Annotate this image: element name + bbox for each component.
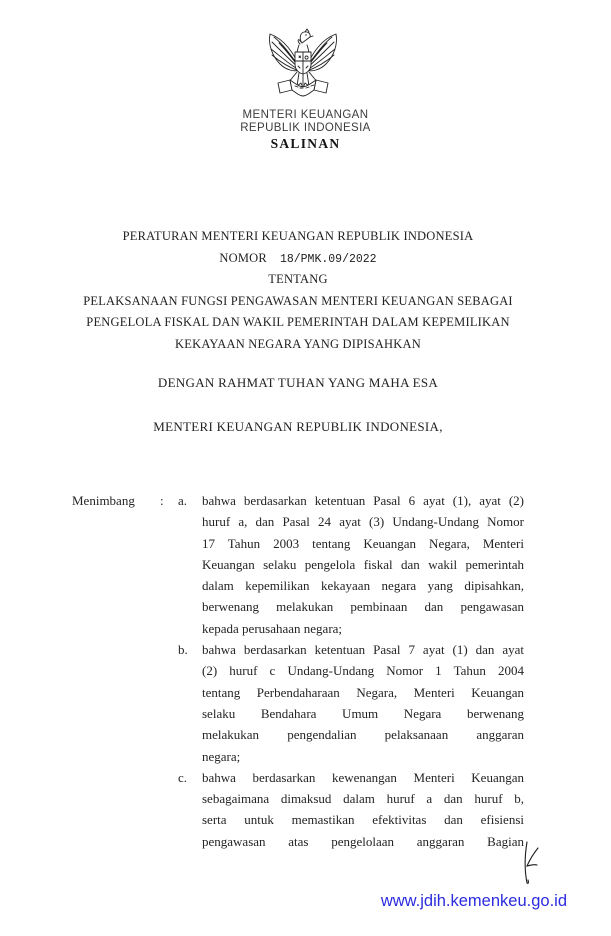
- text-line: huruf a, dan Pasal 24 ayat (3) Undang-Undang Nomor: [202, 514, 524, 530]
- menimbang-colon: :: [160, 493, 164, 508]
- text-line: bahwa berdasarkan ketentuan Pasal 6 ayat (1), ayat (2): [202, 493, 524, 508]
- invocation-line: DENGAN RAHMAT TUHAN YANG MAHA ESA: [157, 375, 439, 390]
- copy-stamp: SALINAN: [270, 136, 341, 151]
- subject-line-1: PELAKSANAAN FUNGSI PENGAWASAN MENTERI KEUANGAN SEBAGAI: [83, 293, 513, 308]
- item-text: [202, 639, 524, 767]
- menimbang-label: Menimbang: [72, 493, 135, 508]
- number-label: NOMOR: [219, 250, 267, 265]
- letterhead-country-name: REPUBLIK INDONESIA: [240, 122, 371, 134]
- subject-line-3: KEKAYAAN NEGARA YANG DIPISAHKAN: [175, 336, 421, 351]
- number-value: 18/PMK.09/2022: [279, 252, 377, 266]
- item-text: [202, 767, 524, 852]
- garuda-pancasila-icon: [266, 26, 340, 104]
- shield: [295, 45, 311, 74]
- issuer-line: MENTERI KEUANGAN REPUBLIK INDONESIA,: [153, 419, 443, 434]
- text-line: kepada perusahaan negara;: [202, 620, 343, 636]
- consideration-items: [178, 490, 524, 852]
- text-line: selaku Bendahara Umum Negara berwenang: [202, 705, 524, 721]
- letterhead-ministry-name: MENTERI KEUANGAN: [242, 109, 369, 121]
- text-line: Keuangan selaku pengelola fiskal dan wakil pemerintah: [202, 556, 524, 572]
- item-letter: a.: [178, 493, 188, 508]
- text-line: serta untuk memastikan efektivitas dan efisiensi: [202, 812, 524, 828]
- text-line: melakukan pengendalian pelaksanaan anggaran: [202, 727, 524, 743]
- text-line: berwenang melakukan pembinaan dan pengawasan: [202, 599, 524, 615]
- text-line: dalam kepemilikan kekayaan negara yang dipisahkan,: [202, 578, 524, 594]
- considerations-section: [72, 490, 524, 852]
- letterhead: [0, 109, 611, 135]
- subject-line-2: PENGELOLA FISKAL DAN WAKIL PEMERINTAH DALAM KEPEMILIKAN: [86, 315, 510, 329]
- tentang-label: TENTANG: [268, 272, 328, 286]
- consideration-item-c: [178, 767, 524, 852]
- text-line: bahwa berdasarkan kewenangan Menteri Keuangan: [202, 769, 524, 785]
- head: [298, 29, 313, 44]
- text-line: negara;: [202, 748, 241, 764]
- consideration-item-a: [178, 490, 524, 639]
- jdih-website-link[interactable]: www.jdih.kemenkeu.go.id: [380, 892, 567, 910]
- item-letter: b.: [178, 642, 188, 658]
- text-line: pengawasan atas pengelolaan anggaran Bagian: [202, 833, 524, 849]
- regulation-number-line: [0, 251, 596, 273]
- regulation-title-line: PERATURAN MENTERI KEUANGAN REPUBLIK INDONESIA: [122, 229, 474, 243]
- text-line: tentang Perbendaharaan Negara, Menteri Keuangan: [202, 684, 524, 700]
- text-line: 17 Tahun 2003 tentang Keuangan Negara, Menteri: [202, 535, 524, 551]
- text-line: bahwa berdasarkan ketentuan Pasal 7 ayat (1) dan ayat: [202, 642, 524, 658]
- handwritten-paraf-mark: [518, 840, 544, 886]
- text-line: sebagaimana dimaksud dalam huruf a dan huruf b,: [202, 791, 524, 807]
- text-line: (2) huruf c Undang-Undang Nomor 1 Tahun 2004: [202, 663, 524, 679]
- consideration-item-b: [178, 639, 524, 767]
- item-text: [202, 490, 524, 639]
- title-block: [0, 229, 596, 358]
- item-letter: c.: [178, 769, 188, 785]
